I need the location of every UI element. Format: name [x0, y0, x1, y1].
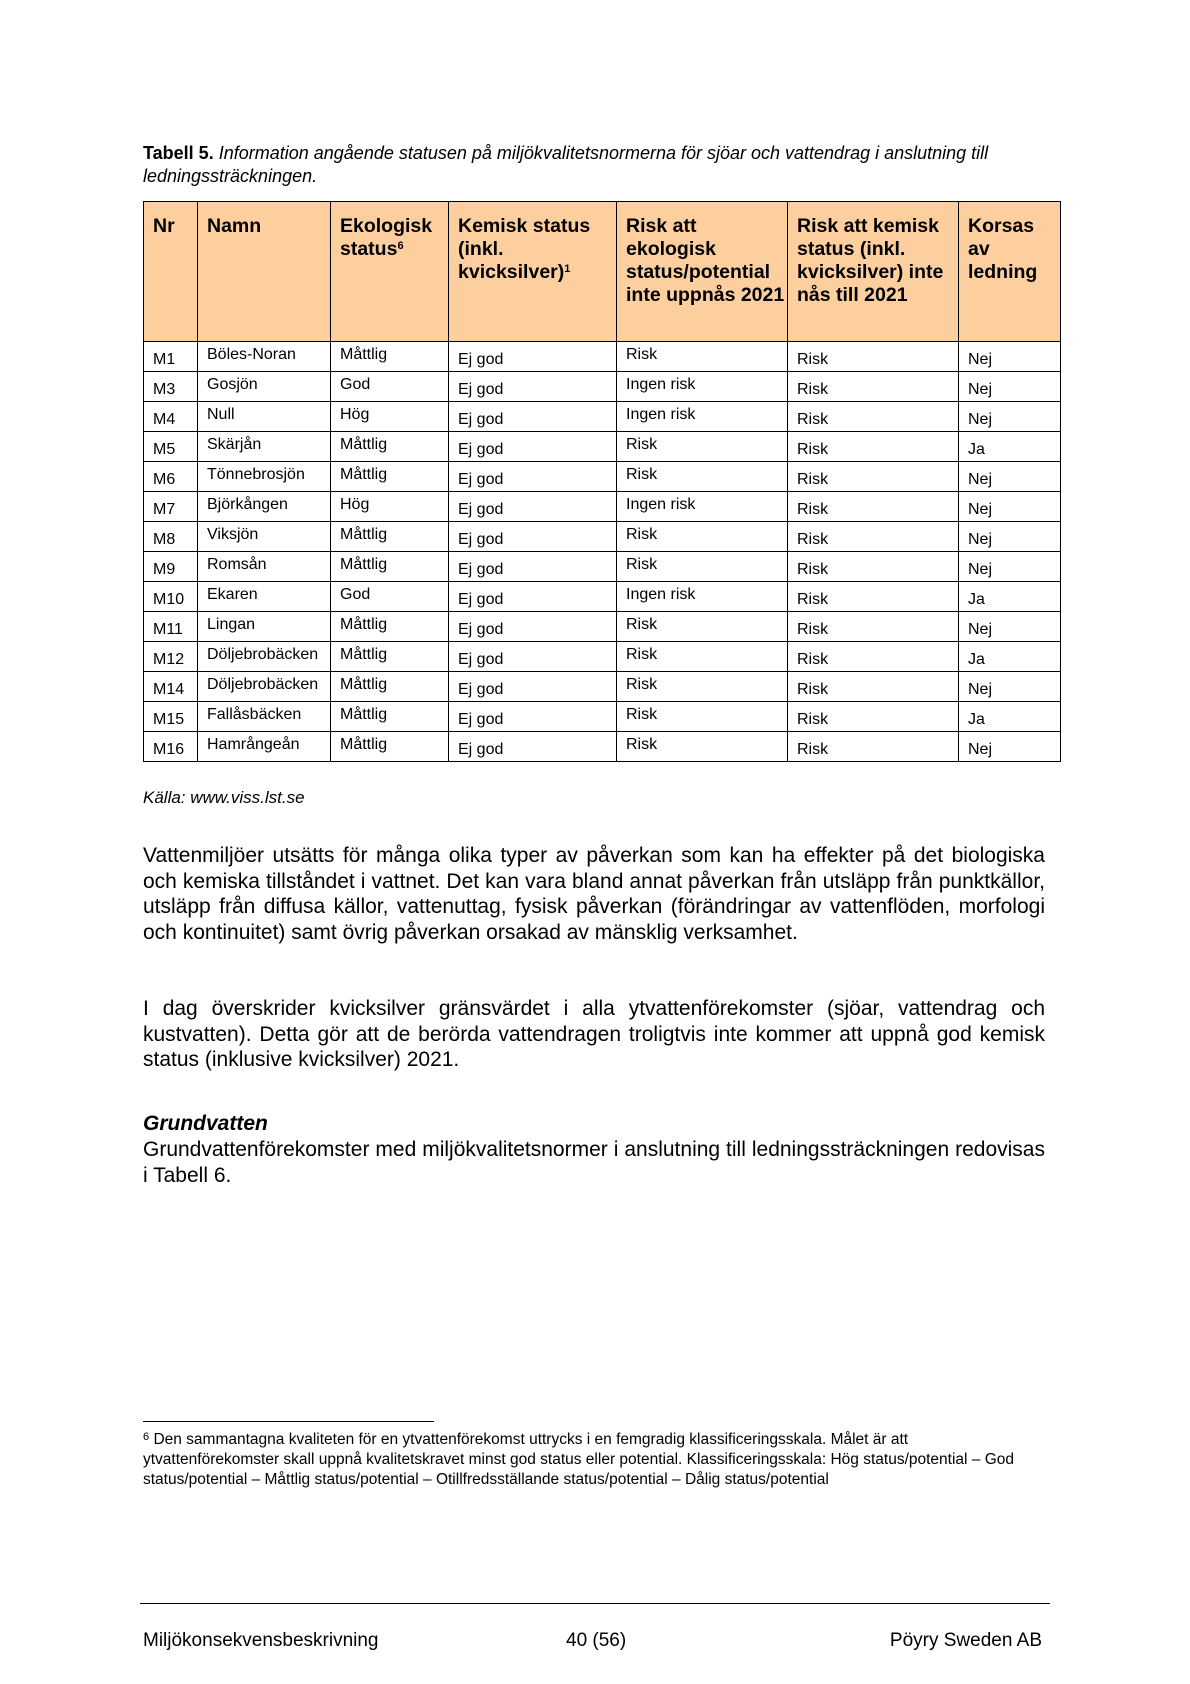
table-cell: Risk — [788, 462, 959, 492]
table-cell: Risk — [788, 342, 959, 372]
table-cell: M16 — [144, 732, 198, 762]
table-cell: Risk — [617, 612, 788, 642]
table-cell: Måttlig — [331, 342, 449, 372]
table-cell: Ja — [959, 432, 1061, 462]
table-cell: M14 — [144, 672, 198, 702]
table-cell: Måttlig — [331, 462, 449, 492]
table-cell: Risk — [788, 492, 959, 522]
footnote — [143, 1430, 1023, 1490]
table-cell: Ingen risk — [617, 372, 788, 402]
table-cell: Ej god — [449, 702, 617, 732]
table-cell: Måttlig — [331, 732, 449, 762]
table-cell: Ja — [959, 642, 1061, 672]
table-cell: Måttlig — [331, 702, 449, 732]
table-source: Källa: www.viss.lst.se — [143, 788, 305, 807]
table-cell: Risk — [788, 432, 959, 462]
column-header-label: Risk att ekologisk status/potential inte uppnås 2021 — [626, 215, 785, 306]
footer-company: Pöyry Sweden AB — [889, 1630, 1042, 1651]
table-cell: Nej — [959, 672, 1061, 702]
table-cell: Nej — [959, 612, 1061, 642]
table-cell: God — [331, 372, 449, 402]
table-cell: Nej — [959, 522, 1061, 552]
table-cell: Ja — [959, 582, 1061, 612]
table-cell: Ej god — [449, 552, 617, 582]
paragraph-groundwater: Grundvattenförekomster med miljökvalitetsnormer i anslutning till ledningssträckningen redovisas i Tabell 6. — [143, 1138, 1045, 1187]
column-header — [144, 202, 198, 342]
table-cell: Ingen risk — [617, 492, 788, 522]
table-cell: Risk — [788, 552, 959, 582]
table-cell: M1 — [144, 342, 198, 372]
table-cell: God — [331, 582, 449, 612]
footnote-divider — [143, 1421, 434, 1422]
table-cell: Hög — [331, 402, 449, 432]
table-cell: Björkången — [198, 492, 331, 522]
table-row — [144, 372, 1061, 402]
table-cell: Risk — [617, 462, 788, 492]
column-header-label: Kemisk status (inkl. kvicksilver) — [458, 215, 591, 283]
table-caption-label: Tabell 5. — [143, 143, 214, 163]
column-header — [198, 202, 331, 342]
table-cell: Ej god — [449, 402, 617, 432]
table-cell: Nej — [959, 462, 1061, 492]
table-cell: Tönnebrosjön — [198, 462, 331, 492]
table-cell: Risk — [617, 522, 788, 552]
column-header-label: Korsas av ledning — [968, 215, 1038, 283]
table-cell: Risk — [788, 732, 959, 762]
table-cell: Gosjön — [198, 372, 331, 402]
table-cell: Risk — [788, 522, 959, 552]
table-cell: Ej god — [449, 672, 617, 702]
column-header-label: Nr — [153, 215, 175, 237]
table-row — [144, 402, 1061, 432]
table-caption — [143, 142, 1043, 188]
table-cell: Risk — [617, 732, 788, 762]
table-row — [144, 582, 1061, 612]
table-cell: Ej god — [449, 372, 617, 402]
table-cell: Måttlig — [331, 612, 449, 642]
table-cell: Fallåsbäcken — [198, 702, 331, 732]
table-cell: Måttlig — [331, 432, 449, 462]
paragraph-impacts: Vattenmiljöer utsätts för många olika typer av påverkan som kan ha effekter på det biologiska och kemiska tillståndet i vattnet. Det kan vara bland annat påverkan från utsläpp från punktkällor, utsläpp från diffusa källor, vattenuttag, fysisk påverkan (förändringar av vattenflöden, morfologi och kontinuitet) samt övrig påverkan orsakad av mänsklig verksamhet. — [143, 844, 1045, 944]
table-cell: Risk — [788, 372, 959, 402]
table-cell: Risk — [788, 642, 959, 672]
table-cell: Romsån — [198, 552, 331, 582]
table-cell: M15 — [144, 702, 198, 732]
table-cell: Måttlig — [331, 642, 449, 672]
table-cell: M12 — [144, 642, 198, 672]
table-cell: Nej — [959, 552, 1061, 582]
footnote-reference: 1 — [564, 263, 571, 275]
footer-page-number: 40 (56) — [566, 1630, 627, 1651]
table-cell: M6 — [144, 462, 198, 492]
table-row — [144, 522, 1061, 552]
table-cell: Ej god — [449, 432, 617, 462]
column-header-label: Risk att kemisk status (inkl. kvicksilver) inte nås till 2021 — [797, 215, 944, 306]
table-cell: Viksjön — [198, 522, 331, 552]
table-cell: Böles-Noran — [198, 342, 331, 372]
table-cell: Ej god — [449, 522, 617, 552]
table-row — [144, 642, 1061, 672]
table-row — [144, 462, 1061, 492]
table-cell: Ej god — [449, 462, 617, 492]
table-header-row — [144, 202, 1061, 342]
table-cell: Ingen risk — [617, 402, 788, 432]
table-cell: M7 — [144, 492, 198, 522]
footer-divider — [140, 1603, 1050, 1604]
table-cell: Ej god — [449, 582, 617, 612]
table-cell: Nej — [959, 732, 1061, 762]
table-cell: Nej — [959, 342, 1061, 372]
table-row — [144, 552, 1061, 582]
table-body — [144, 342, 1061, 762]
column-header — [617, 202, 788, 342]
table-cell: Ej god — [449, 342, 617, 372]
table-cell: Måttlig — [331, 672, 449, 702]
table-cell: Ekaren — [198, 582, 331, 612]
status-table — [143, 201, 1061, 762]
table-cell: M10 — [144, 582, 198, 612]
table-cell: Döljebrobäcken — [198, 672, 331, 702]
table-cell: Ej god — [449, 732, 617, 762]
table-cell: M11 — [144, 612, 198, 642]
table-cell: Risk — [617, 642, 788, 672]
table-cell: Risk — [788, 672, 959, 702]
table-cell: Nej — [959, 372, 1061, 402]
footnote-reference: 6 — [397, 240, 404, 252]
footer-document-title: Miljökonsekvensbeskrivning — [143, 1630, 379, 1651]
table-cell: Ej god — [449, 642, 617, 672]
table-cell: M9 — [144, 552, 198, 582]
table-cell: Risk — [788, 402, 959, 432]
footnote-marker: 6 — [143, 1431, 150, 1443]
footnote-text: Den sammantagna kvaliteten för en ytvattenförekomst uttrycks i en femgradig klassificeringsskala. Målet är att ytvattenförekomster skall uppnå kvalitetskravet minst god status eller potential. Klassificeringsskala: Hög status/potential – God status/potential – Måttlig status/potential – Otillfredsställande status/potential – Dålig status/potential — [143, 1431, 1015, 1488]
table-cell: Ja — [959, 702, 1061, 732]
table-cell: Null — [198, 402, 331, 432]
table-cell: Risk — [788, 702, 959, 732]
table-cell: Nej — [959, 402, 1061, 432]
table-cell: Risk — [617, 432, 788, 462]
table-cell: Ingen risk — [617, 582, 788, 612]
table-cell: Skärjån — [198, 432, 331, 462]
table-cell: Hög — [331, 492, 449, 522]
table-row — [144, 702, 1061, 732]
table-row — [144, 432, 1061, 462]
table-cell: Måttlig — [331, 522, 449, 552]
table-cell: Risk — [788, 612, 959, 642]
table-caption-text: Information angående statusen på miljökvalitetsnormerna för sjöar och vattendrag i anslutning till ledningssträckningen. — [143, 143, 989, 186]
table-cell: Risk — [617, 552, 788, 582]
section-heading: Grundvatten — [143, 1112, 268, 1135]
table-cell: Risk — [617, 342, 788, 372]
table-cell: M5 — [144, 432, 198, 462]
table-cell: Ej god — [449, 492, 617, 522]
table-cell: Hamrångeån — [198, 732, 331, 762]
table-cell: Risk — [788, 582, 959, 612]
table-cell: M3 — [144, 372, 198, 402]
table-cell: M8 — [144, 522, 198, 552]
column-header — [331, 202, 449, 342]
column-header — [449, 202, 617, 342]
table-cell: Döljebrobäcken — [198, 642, 331, 672]
table-cell: Lingan — [198, 612, 331, 642]
table-cell: Nej — [959, 492, 1061, 522]
table-row — [144, 732, 1061, 762]
column-header-label: Ekologisk status — [340, 215, 433, 260]
paragraph-mercury: I dag överskrider kvicksilver gränsvärdet i alla ytvattenförekomster (sjöar, vattendrag och kustvatten). Detta gör att de berörda vattendragen troligtvis inte kommer att uppnå god kemisk status (inklusive kvicksilver) 2021. — [143, 997, 1045, 1071]
column-header — [959, 202, 1061, 342]
table-row — [144, 342, 1061, 372]
table-row — [144, 492, 1061, 522]
column-header — [788, 202, 959, 342]
table-cell: Risk — [617, 672, 788, 702]
table-row — [144, 612, 1061, 642]
table-row — [144, 672, 1061, 702]
table-cell: Ej god — [449, 612, 617, 642]
table-cell: Måttlig — [331, 552, 449, 582]
column-header-label: Namn — [207, 215, 262, 237]
table-cell: M4 — [144, 402, 198, 432]
table-cell: Risk — [617, 702, 788, 732]
